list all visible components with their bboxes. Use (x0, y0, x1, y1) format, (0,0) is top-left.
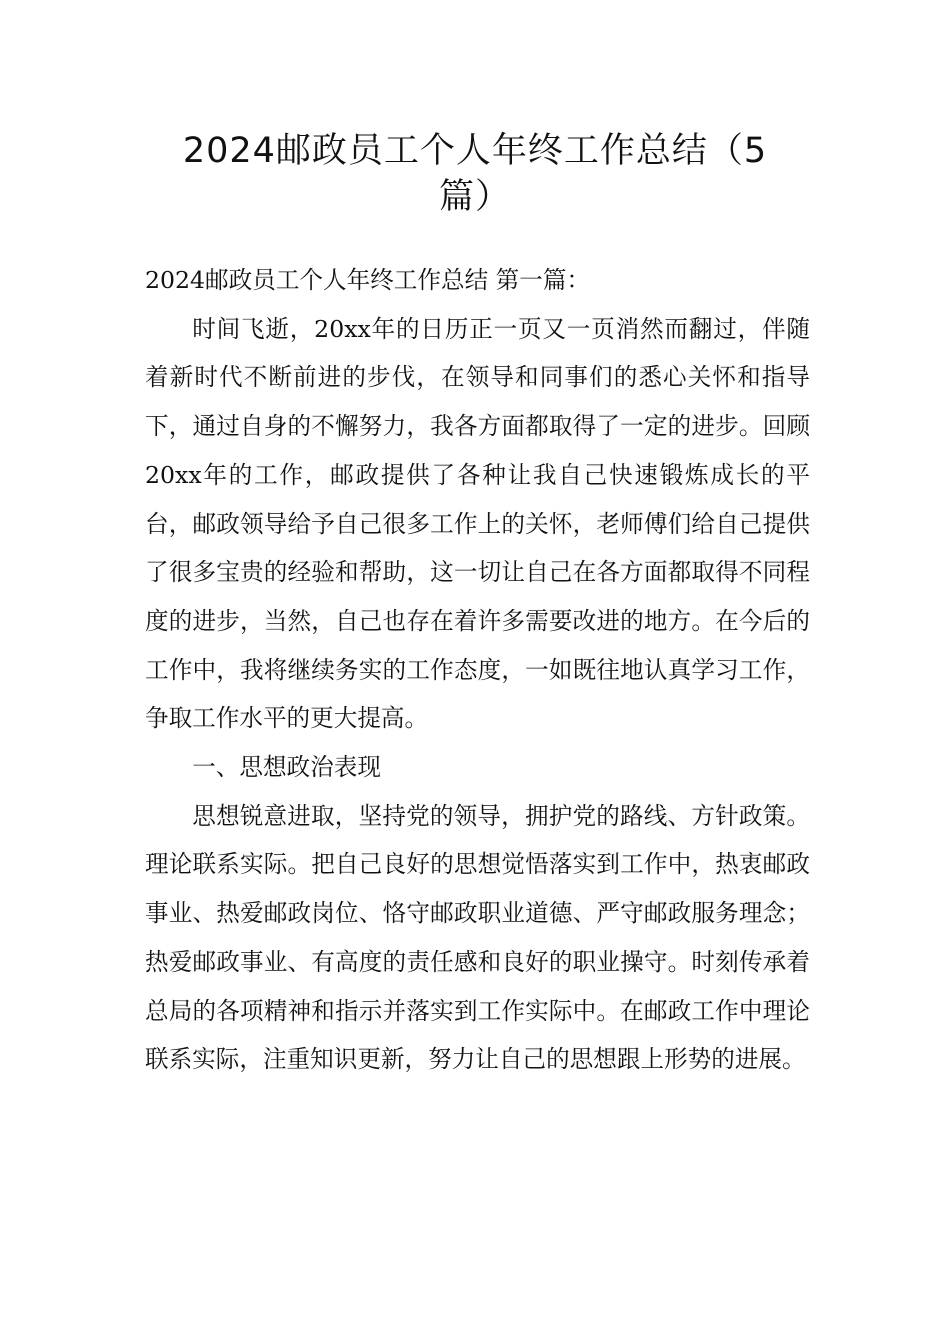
section-subtitle: 2024邮政员工个人年终工作总结 第一篇： (145, 266, 591, 294)
document-body (145, 256, 810, 1084)
title-line-2: 篇） (438, 177, 511, 217)
paragraph-intro: 时间飞逝，20xx年的日历正一页又一页消然而翻过，伴随着新时代不断前进的步伐，在领导和同事们的悉心关怀和指导下，通过自身的不懈努力，我各方面都取得了一定的进步。回顾20xx年的工作，邮政提供了各种让我自己快速锻炼成长的平台，邮政领导给予自己很多工作上的关怀，老师傅们给自己提供了很多宝贵的经验和帮助，这一切让自己在各方面都取得不同程度的进步，当然，自己也存在着许多需要改进的地方。在今后的工作中，我将继续务实的工作态度，一如既往地认真学习工作，争取工作水平的更大提高。 (145, 314, 810, 733)
document-title (140, 128, 810, 220)
paragraph-political: 思想锐意进取，坚持党的领导，拥护党的路线、方针政策。理论联系实际。把自己良好的思想觉悟落实到工作中，热衷邮政事业、热爱邮政岗位、恪守邮政职业道德、严守邮政服务理念；热爱邮政事业、有高度的责任感和良好的职业操守。时刻传承着总局的各项精神和指示并落实到工作实际中。在邮政工作中理论联系实际，注重知识更新，努力让自己的思想跟上形势的进展。 (145, 801, 810, 1074)
section-heading: 一、思想政治表现 (192, 753, 381, 782)
title-line-1: 2024邮政员工个人年终工作总结（5 (182, 131, 768, 171)
